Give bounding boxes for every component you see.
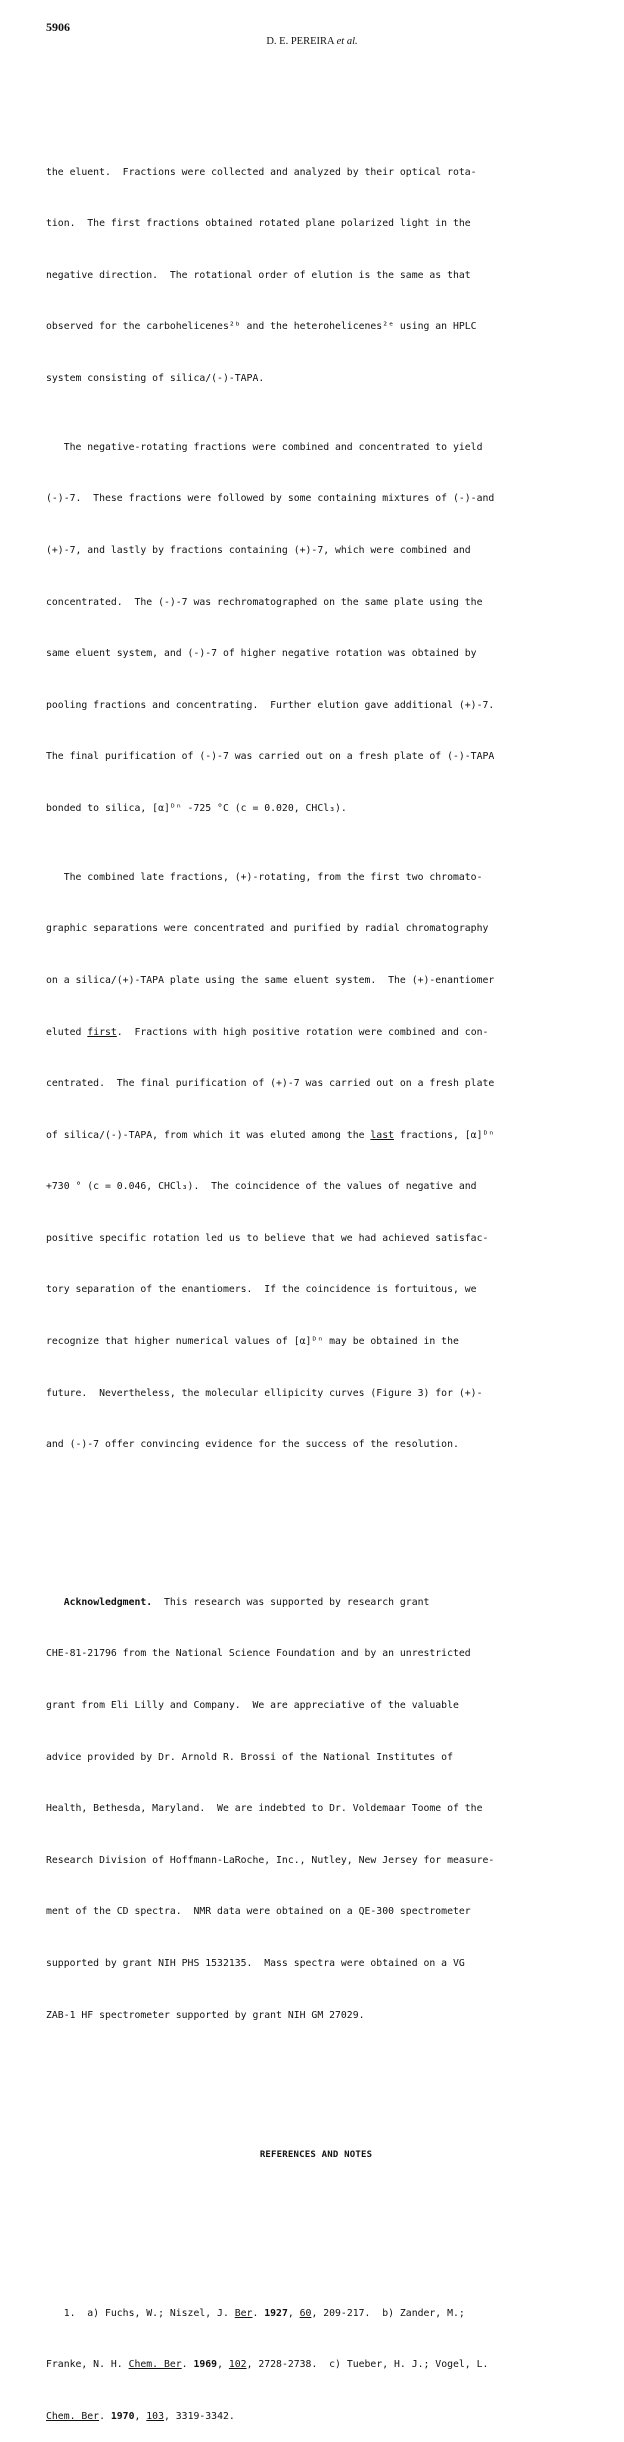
ref-year: 1969 xyxy=(193,2359,218,2371)
body-line: tory separation of the enantiomers. If the coincidence is fortuitous, we xyxy=(46,1284,477,1296)
acknowledgment-line: Research Division of Hoffmann-LaRoche, Inc., Nutley, New Jersey for measure- xyxy=(46,1854,495,1866)
ref-text: , xyxy=(287,2307,300,2319)
underlined-word: first xyxy=(87,1026,117,1038)
journal-name: Ber xyxy=(234,2307,253,2319)
ref-year: 1927 xyxy=(264,2307,288,2319)
body-line: on a silica/(+)-TAPA plate using the same eluent system. The (+)-enantiomer xyxy=(46,974,495,986)
body-line: future. Nevertheless, the molecular ellipicity curves (Figure 3) for (+)- xyxy=(46,1387,483,1399)
body-line: negative direction. The rotational order of elution is the same as that xyxy=(46,269,471,281)
ref-text: 1. a) Fuchs, W.; Niszel, J. xyxy=(46,2307,235,2319)
running-header-authors: D. E. PEREIRA xyxy=(266,36,335,47)
article-body xyxy=(46,112,586,2442)
ref-text: . xyxy=(181,2359,194,2371)
body-text: . Fractions with high positive rotation were combined and con- xyxy=(116,1026,489,1038)
running-header xyxy=(0,36,624,47)
references-heading: REFERENCES AND NOTES xyxy=(259,2150,373,2161)
ref-text: , xyxy=(134,2410,147,2422)
running-header-etal: et al. xyxy=(336,36,358,47)
ref-text: . xyxy=(252,2307,265,2319)
journal-name: Chem. Ber xyxy=(128,2359,182,2371)
ref-text: , 2728-2738. c) Tueber, H. J.; Vogel, L. xyxy=(246,2359,489,2371)
body-text: fractions, [α]ᴰⁿ xyxy=(394,1129,495,1141)
reference-line xyxy=(46,2408,586,2425)
acknowledgment-line: ZAB-1 HF spectrometer supported by grant NIH GM 27029. xyxy=(46,2009,365,2021)
body-line: bonded to silica, [α]ᴰⁿ -725 °C (c = 0.020, CHCl₃). xyxy=(46,802,347,814)
ref-volume: 103 xyxy=(146,2410,164,2422)
body-line: and (-)-7 offer convincing evidence for the success of the resolution. xyxy=(46,1439,459,1451)
acknowledgment-line: grant from Eli Lilly and Company. We are appreciative of the valuable xyxy=(46,1700,459,1712)
body-line: The combined late fractions, (+)-rotating, from the first two chromato- xyxy=(46,871,483,883)
body-line: the eluent. Fractions were collected and analyzed by their optical rota- xyxy=(46,166,477,178)
body-line: pooling fractions and concentrating. Further elution gave additional (+)-7. xyxy=(46,699,495,711)
body-text: of silica/(-)-TAPA, from which it was eluted among the xyxy=(46,1129,371,1141)
body-line: recognize that higher numerical values of [α]ᴰⁿ may be obtained in the xyxy=(46,1336,459,1348)
body-line: (+)-7, and lastly by fractions containing (+)-7, which were combined and xyxy=(46,544,471,556)
ref-text: . xyxy=(99,2410,111,2422)
body-line: (-)-7. These fractions were followed by some containing mixtures of (-)-and xyxy=(46,493,495,505)
reference-line xyxy=(46,2356,586,2373)
page-number: 5906 xyxy=(46,20,70,34)
ref-volume: 102 xyxy=(228,2359,247,2371)
body-line: observed for the carbohelicenes²ᵇ and the heterohelicenes²ᵉ using an HPLC xyxy=(46,321,477,333)
acknowledgment-line: ment of the CD spectra. NMR data were obtained on a QE-300 spectrometer xyxy=(46,1906,471,1918)
reference-line xyxy=(46,2305,586,2322)
ref-text: , 3319-3342. xyxy=(163,2410,235,2422)
body-line: concentrated. The (-)-7 was rechromatographed on the same plate using the xyxy=(46,596,483,608)
body-line xyxy=(46,1127,586,1144)
acknowledgment-line: supported by grant NIH PHS 1532135. Mass spectra were obtained on a VG xyxy=(46,1958,465,1970)
body-line xyxy=(46,1024,586,1041)
acknowledgment-line: Health, Bethesda, Maryland. We are indebted to Dr. Voldemaar Toome of the xyxy=(46,1803,483,1815)
ref-text: Franke, N. H. xyxy=(46,2359,129,2371)
ref-text: , 209-217. b) Zander, M.; xyxy=(311,2307,465,2319)
body-line: graphic separations were concentrated and purified by radial chromatography xyxy=(46,923,489,935)
acknowledgment-line xyxy=(46,1594,586,1611)
body-line: system consisting of silica/(-)-TAPA. xyxy=(46,372,265,384)
body-text: eluted xyxy=(46,1026,88,1038)
journal-name: Chem. Ber xyxy=(46,2410,100,2422)
acknowledgment-heading: Acknowledgment. xyxy=(63,1596,153,1608)
acknowledgment-line: advice provided by Dr. Arnold R. Brossi of the National Institutes of xyxy=(46,1751,453,1763)
ref-volume: 60 xyxy=(299,2307,312,2319)
underlined-word: last xyxy=(370,1129,394,1141)
body-line: tion. The first fractions obtained rotated plane polarized light in the xyxy=(46,218,471,230)
body-text: This research was supported by research grant xyxy=(152,1596,430,1608)
ref-year: 1970 xyxy=(110,2410,135,2422)
body-line: The negative-rotating fractions were combined and concentrated to yield xyxy=(46,441,483,453)
body-line: positive specific rotation led us to believe that we had achieved satisfac- xyxy=(46,1232,489,1244)
body-line: centrated. The final purification of (+)-7 was carried out on a fresh plate xyxy=(46,1078,495,1090)
body-line: +730 ° (c = 0.046, CHCl₃). The coincidence of the values of negative and xyxy=(46,1181,477,1193)
acknowledgment-line: CHE-81-21796 from the National Science Foundation and by an unrestricted xyxy=(46,1648,471,1660)
body-line: The final purification of (-)-7 was carried out on a fresh plate of (-)-TAPA xyxy=(46,751,495,763)
body-line: same eluent system, and (-)-7 of higher negative rotation was obtained by xyxy=(46,648,477,660)
ref-text: , xyxy=(217,2359,229,2371)
